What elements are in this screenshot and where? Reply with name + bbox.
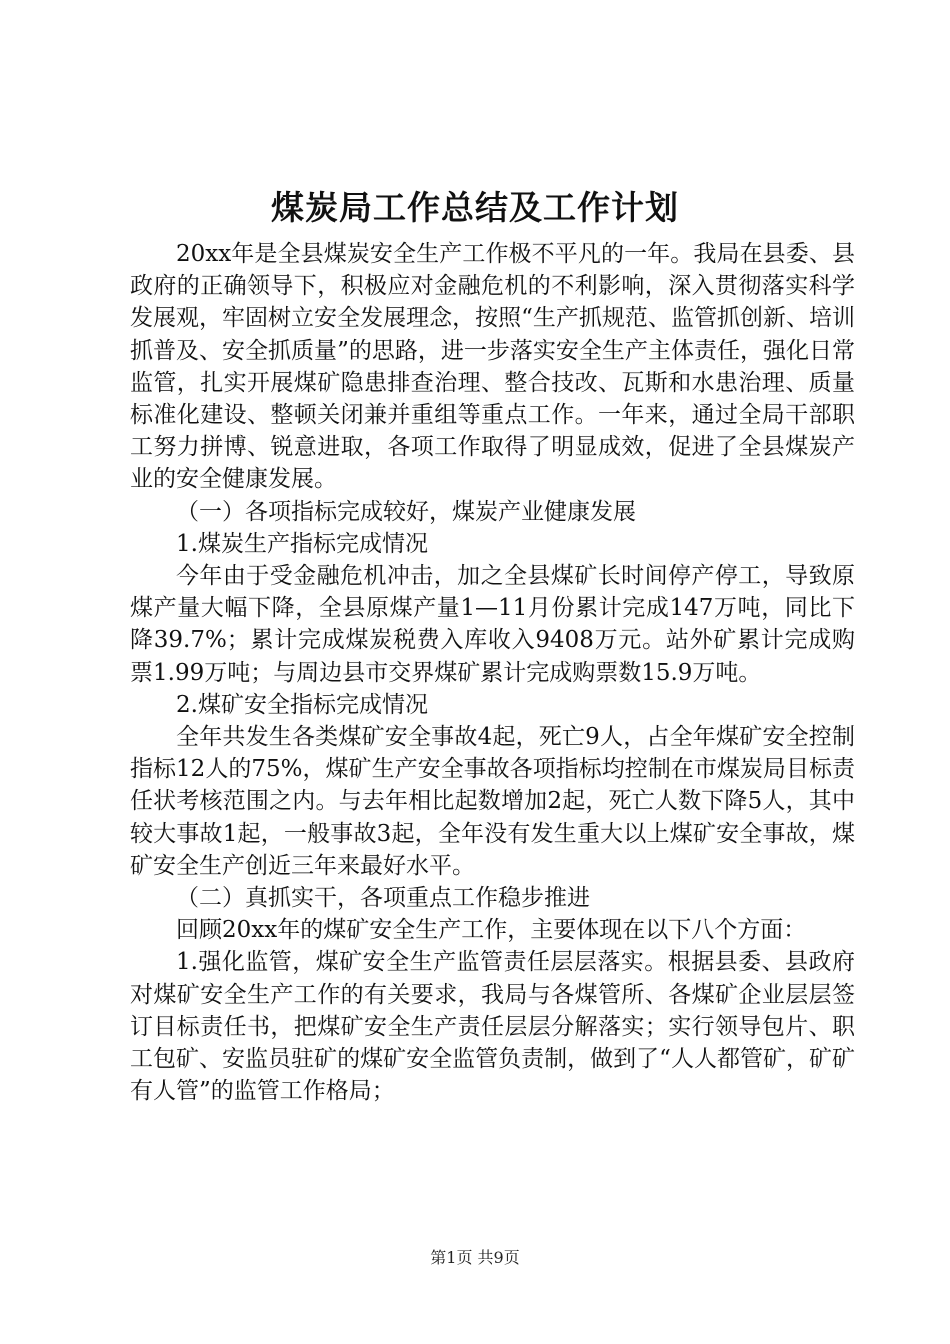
paragraph-coal-production: 今年由于受金融危机冲击，加之全县煤矿长时间停产停工，导致原煤产量大幅下降，全县原煤产量1—11月份累计完成147万吨，同比下降39.7%；累计完成煤炭税费入库收入9408万元。站外矿累计完成购票1.99万吨；与周边县市交界煤矿累计完成购票数15.9万吨。 xyxy=(130,563,855,686)
subheading-mine-safety: 2.煤矿安全指标完成情况 xyxy=(176,691,428,718)
paragraph-supervision: 1.强化监管，煤矿安全生产监管责任层层落实。根据县委、县政府对煤矿安全生产工作的有关要求，我局与各煤管所、各煤矿企业层层签订目标责任书，把煤矿安全生产责任层层分解落实；实行领导包片、职工包矿、安监员驻矿的煤矿安全监管负责制，做到了“人人都管矿，矿矿有人管”的监管工作格局； xyxy=(130,949,855,1105)
paragraph-mine-safety: 全年共发生各类煤矿安全事故4起，死亡9人，占全年煤矿安全控制指标12人的75%，煤矿生产安全事故各项指标均控制在市煤炭局目标责任状考核范围之内。与去年相比起数增加2起，死亡人数下降5人，其中较大事故1起，一般事故3起，全年没有发生重大以上煤矿安全事故，煤矿安全生产创近三年来最好水平。 xyxy=(130,724,855,879)
section-heading-1: （一）各项指标完成较好，煤炭产业健康发展 xyxy=(176,498,636,525)
document-title: 煤炭局工作总结及工作计划 xyxy=(271,188,679,227)
paragraph-review: 回顾20xx年的煤矿安全生产工作，主要体现在以下八个方面： xyxy=(176,917,807,944)
paragraph-intro: 20xx年是全县煤炭安全生产工作极不平凡的一年。我局在县委、县政府的正确领导下，积极应对金融危机的不利影响，深入贯彻落实科学发展观，牢固树立安全发展理念，按照“生产抓规范、监管抓创新、培训抓普及、安全抓质量”的思路，进一步落实安全生产主体责任，强化日常监管，扎实开展煤矿隐患排查治理、整合技改、瓦斯和水患治理、质量标准化建设、整顿关闭兼并重组等重点工作。一年来，通过全局干部职工努力拼博、锐意进取，各项工作取得了明显成效，促进了全县煤炭产业的安全健康发展。 xyxy=(130,241,855,493)
section-heading-2: （二）真抓实干，各项重点工作稳步推进 xyxy=(176,885,590,912)
subheading-coal-production: 1.煤炭生产指标完成情况 xyxy=(176,530,428,557)
document-body xyxy=(130,238,855,1107)
page-number: 第1页 共9页 xyxy=(430,1248,520,1267)
